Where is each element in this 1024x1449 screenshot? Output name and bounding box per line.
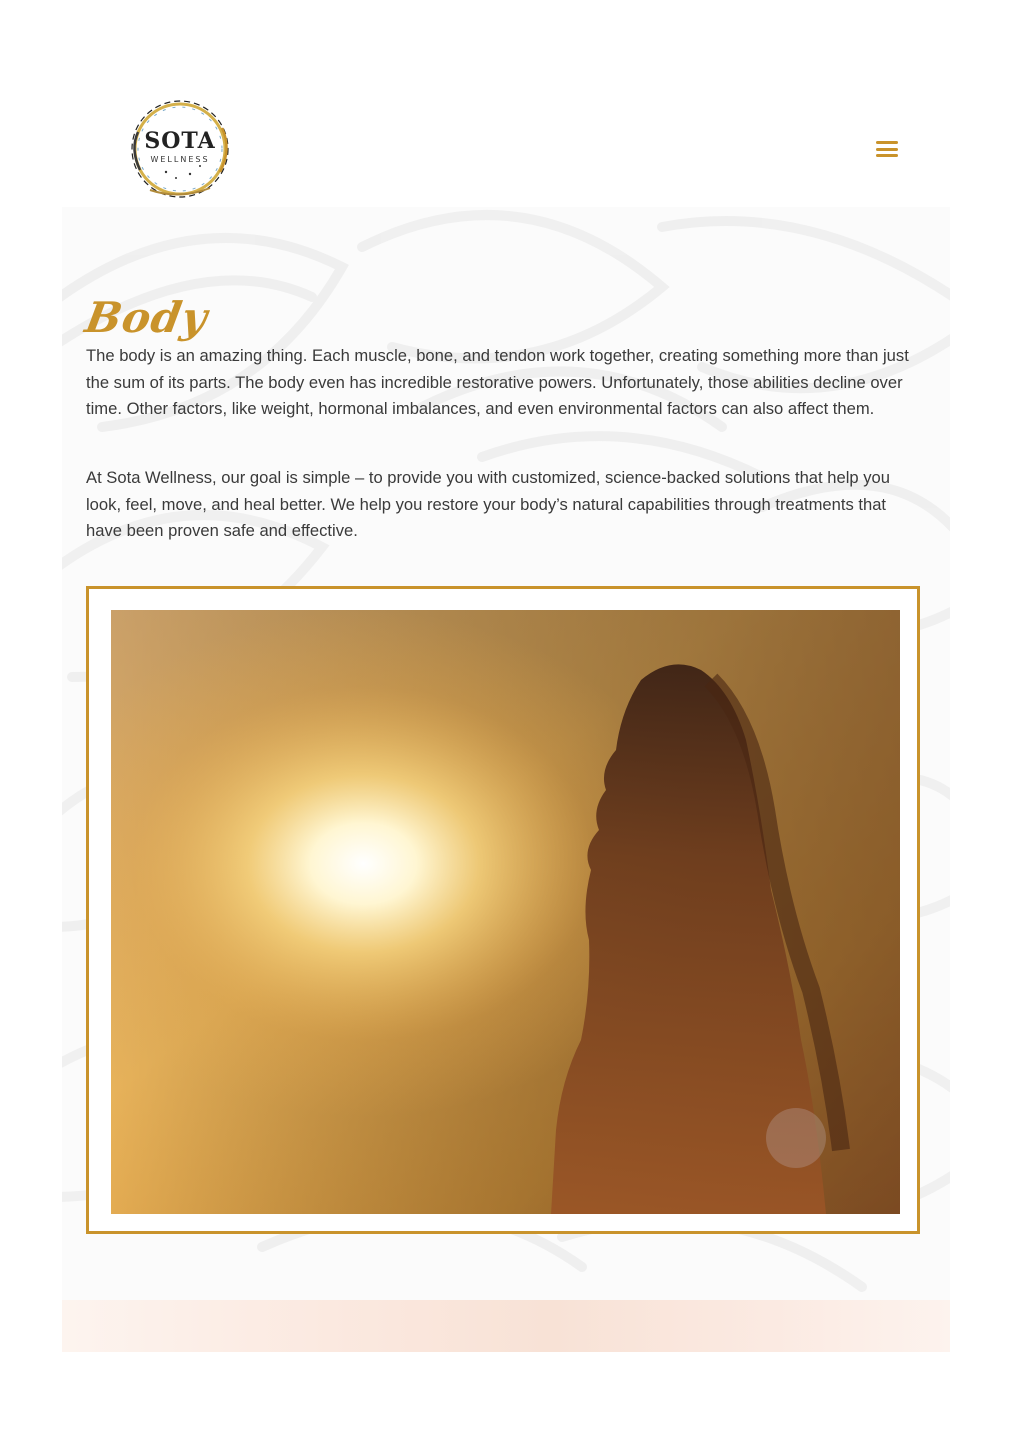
logo-sub-text: WELLNESS [150,155,210,164]
hamburger-menu-icon [876,141,898,157]
body-section [62,207,950,1300]
section-title: Body [81,293,212,343]
next-section-teaser [62,1300,950,1352]
intro-paragraph: The body is an amazing thing. Each muscle, bone, and tendon work together, creating something more than just the sum of its parts. The body even has incredible restorative powers. Unfortunately, those abilities decline over time. Other factors, like weight, hormonal imbalances, and even environmental factors can also affect them. [86,346,909,419]
image-frame [86,586,920,1234]
menu-button[interactable] [872,134,902,164]
sota-wellness-logo[interactable] [110,92,250,206]
mission-paragraph: At Sota Wellness, our goal is simple – to provide you with customized, science-backed solutions that help you look, feel, move, and heal better. We help you restore your body’s natural capabilities through treatments that have been proven safe and effective. [86,468,890,541]
logo-brand-text: SOTA [144,128,216,154]
sunset-silhouette-image [111,610,900,1214]
site-header [0,0,1024,207]
